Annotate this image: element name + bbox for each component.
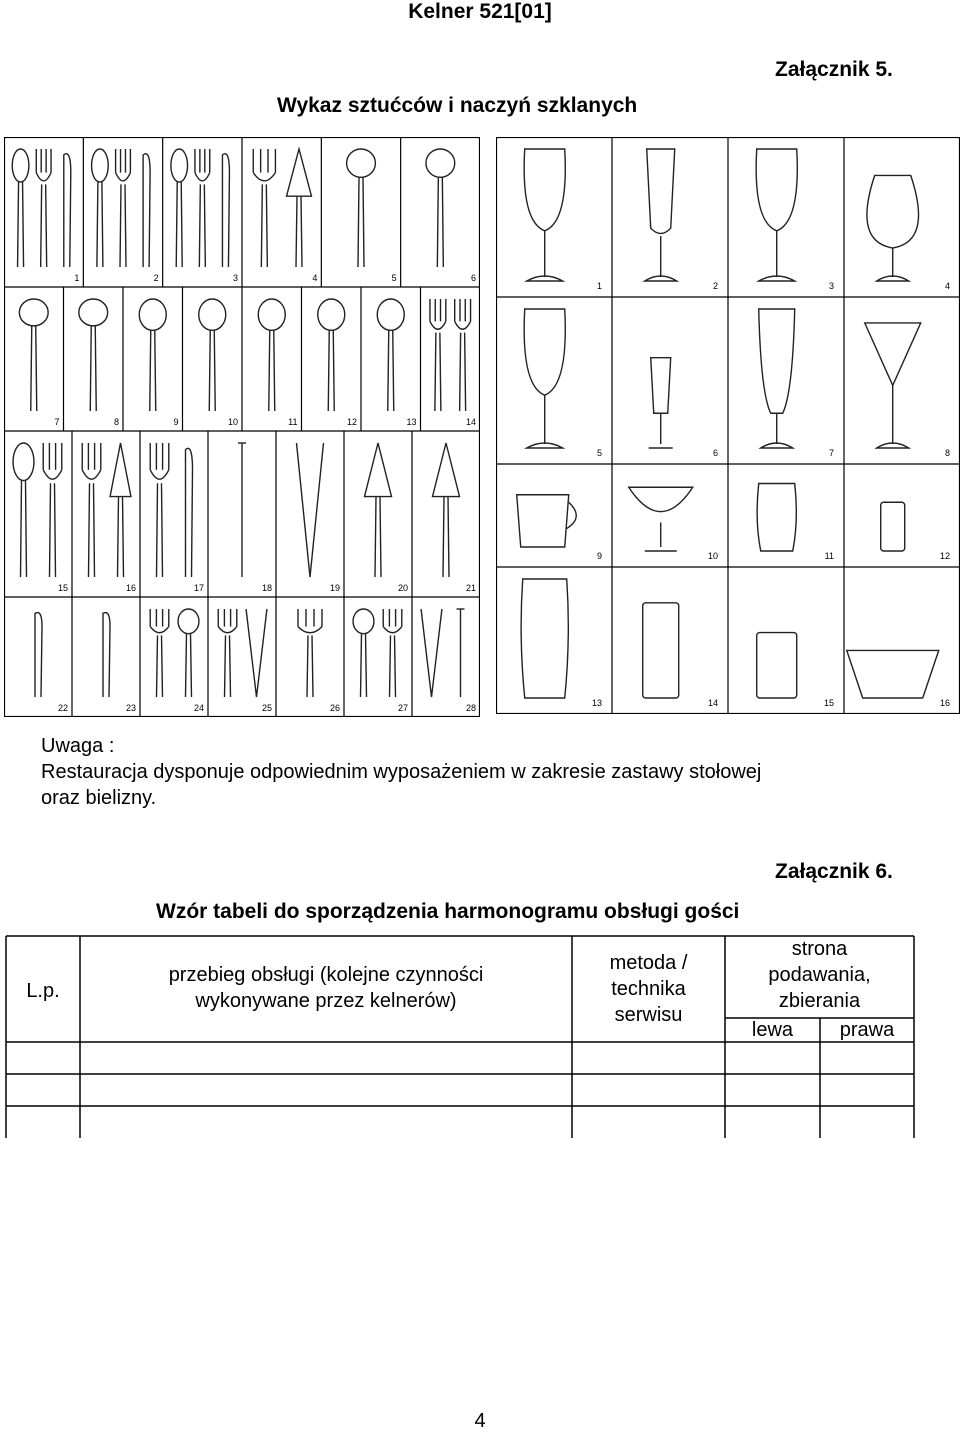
- glass-item-1: [524, 149, 565, 281]
- column-process-line-1: przebieg obsługi (kolejne czynności: [168, 964, 484, 986]
- cutlery-item-1: [12, 149, 71, 267]
- annex-6-label: Załącznik 6.: [775, 860, 893, 883]
- cutlery-item-11: [258, 299, 285, 411]
- cutlery-number: 15: [57, 583, 68, 593]
- glass-item-7: [759, 309, 795, 448]
- cutlery-item-3: [171, 149, 230, 267]
- cutlery-number: 5: [391, 273, 397, 283]
- glass-number: 2: [712, 281, 718, 291]
- glass-item-4: [867, 175, 919, 281]
- glass-item-14: [643, 603, 679, 698]
- column-method: [572, 950, 725, 1028]
- glass-number: 9: [596, 551, 602, 561]
- glass-item-2: [645, 149, 677, 281]
- cutlery-item-7: [19, 299, 48, 411]
- cutlery-item-2: [92, 149, 151, 267]
- cutlery-number: 26: [329, 703, 340, 713]
- column-process: [80, 962, 572, 1014]
- note-heading: Uwaga :: [41, 735, 115, 757]
- glass-number: 8: [944, 448, 950, 458]
- glass-number: 16: [939, 698, 950, 708]
- glass-number: 10: [707, 551, 718, 561]
- column-method-line-2: technika: [611, 978, 686, 1000]
- cutlery-number: 24: [193, 703, 204, 713]
- cutlery-item-25: [218, 609, 267, 697]
- cutlery-number: 3: [232, 273, 238, 283]
- note-block: [41, 733, 761, 811]
- cutlery-item-16: [82, 443, 131, 577]
- cutlery-number: 8: [113, 417, 119, 427]
- cutlery-number: 27: [397, 703, 408, 713]
- cutlery-number: 17: [193, 583, 204, 593]
- cutlery-item-10: [199, 299, 226, 411]
- cutlery-item-4: [253, 149, 311, 267]
- cutlery-number: 1: [74, 273, 80, 283]
- glass-item-10: [629, 487, 693, 551]
- cutlery-item-13: [377, 299, 404, 411]
- cutlery-item-27: [353, 609, 402, 697]
- annex-6-title: Wzór tabeli do sporządzenia harmonogramu obsługi gości: [156, 900, 740, 923]
- glass-item-16: [847, 650, 939, 698]
- cutlery-number: 10: [227, 417, 238, 427]
- cutlery-item-19: [297, 443, 324, 577]
- cutlery-number: 14: [465, 417, 476, 427]
- glass-number: 6: [712, 448, 718, 458]
- cutlery-number: 18: [261, 583, 272, 593]
- cutlery-item-15: [13, 443, 62, 577]
- cutlery-item-24: [150, 609, 199, 697]
- note-line-1: Restauracja dysponuje odpowiednim wyposażeniem w zakresie zastawy stołowej: [41, 761, 762, 783]
- cutlery-item-20: [365, 443, 392, 577]
- cutlery-item-22: [35, 613, 42, 697]
- cutlery-chart: [4, 137, 480, 717]
- cutlery-number: 6: [470, 273, 476, 283]
- cutlery-number: 11: [288, 417, 298, 427]
- glass-number: 12: [939, 551, 950, 561]
- column-side: [725, 936, 914, 1014]
- cutlery-item-17: [150, 443, 192, 577]
- column-lp: L.p.: [26, 980, 60, 1002]
- cutlery-item-26: [298, 609, 322, 697]
- cutlery-item-21: [433, 443, 460, 577]
- cutlery-number: 21: [465, 583, 476, 593]
- column-left: lewa: [751, 1019, 794, 1041]
- glassware-chart: [496, 137, 960, 714]
- cutlery-item-18: [238, 443, 246, 577]
- glass-item-11: [757, 484, 796, 552]
- column-process-line-2: wykonywane przez kelnerów): [195, 990, 457, 1012]
- cutlery-item-23: [103, 613, 110, 697]
- column-side-line-3: zbierania: [778, 990, 861, 1012]
- glass-number: 5: [596, 448, 602, 458]
- cutlery-number: 23: [125, 703, 136, 713]
- page-number: 4: [474, 1410, 486, 1432]
- column-side-line-1: strona: [791, 938, 848, 960]
- document-header: Kelner 521[01]: [408, 0, 552, 23]
- cutlery-number: 9: [173, 417, 179, 427]
- cutlery-number: 22: [57, 703, 68, 713]
- column-right: prawa: [839, 1019, 895, 1041]
- cutlery-number: 19: [329, 583, 340, 593]
- cutlery-number: 13: [406, 417, 417, 427]
- cutlery-number: 16: [125, 583, 136, 593]
- column-method-line-1: metoda /: [609, 952, 688, 974]
- glass-item-13: [521, 579, 568, 698]
- cutlery-item-9: [139, 299, 166, 411]
- glass-item-6: [649, 358, 673, 448]
- glass-number: 3: [828, 281, 834, 291]
- glass-item-5: [524, 309, 565, 448]
- glass-number: 14: [707, 698, 718, 708]
- glass-item-9: [517, 495, 577, 547]
- cutlery-item-6: [426, 149, 455, 267]
- glass-item-3: [756, 149, 797, 281]
- glass-item-8: [865, 323, 921, 448]
- note-line-2: oraz bielizny.: [41, 787, 157, 809]
- cutlery-item-28: [421, 609, 464, 697]
- glass-number: 4: [944, 281, 950, 291]
- glass-number: 7: [828, 448, 834, 458]
- glass-item-12: [881, 502, 905, 551]
- glass-item-15: [757, 633, 797, 698]
- cutlery-number: 28: [465, 703, 476, 713]
- cutlery-number: 4: [312, 273, 318, 283]
- glass-number: 15: [823, 698, 834, 708]
- glass-number: 13: [591, 698, 602, 708]
- column-method-line-3: serwisu: [614, 1004, 683, 1026]
- glass-number: 11: [824, 551, 834, 561]
- annex-5-label: Załącznik 5.: [775, 58, 893, 81]
- cutlery-item-5: [347, 149, 376, 267]
- column-side-line-2: podawania,: [768, 964, 871, 986]
- cutlery-number: 7: [54, 417, 60, 427]
- cutlery-item-14: [430, 299, 471, 411]
- cutlery-number: 25: [261, 703, 272, 713]
- cutlery-item-8: [79, 299, 108, 411]
- cutlery-number: 20: [397, 583, 408, 593]
- cutlery-item-12: [318, 299, 345, 411]
- cutlery-number: 12: [346, 417, 357, 427]
- annex-5-title: Wykaz sztućców i naczyń szklanych: [277, 94, 638, 117]
- cutlery-number: 2: [153, 273, 159, 283]
- glass-number: 1: [596, 281, 602, 291]
